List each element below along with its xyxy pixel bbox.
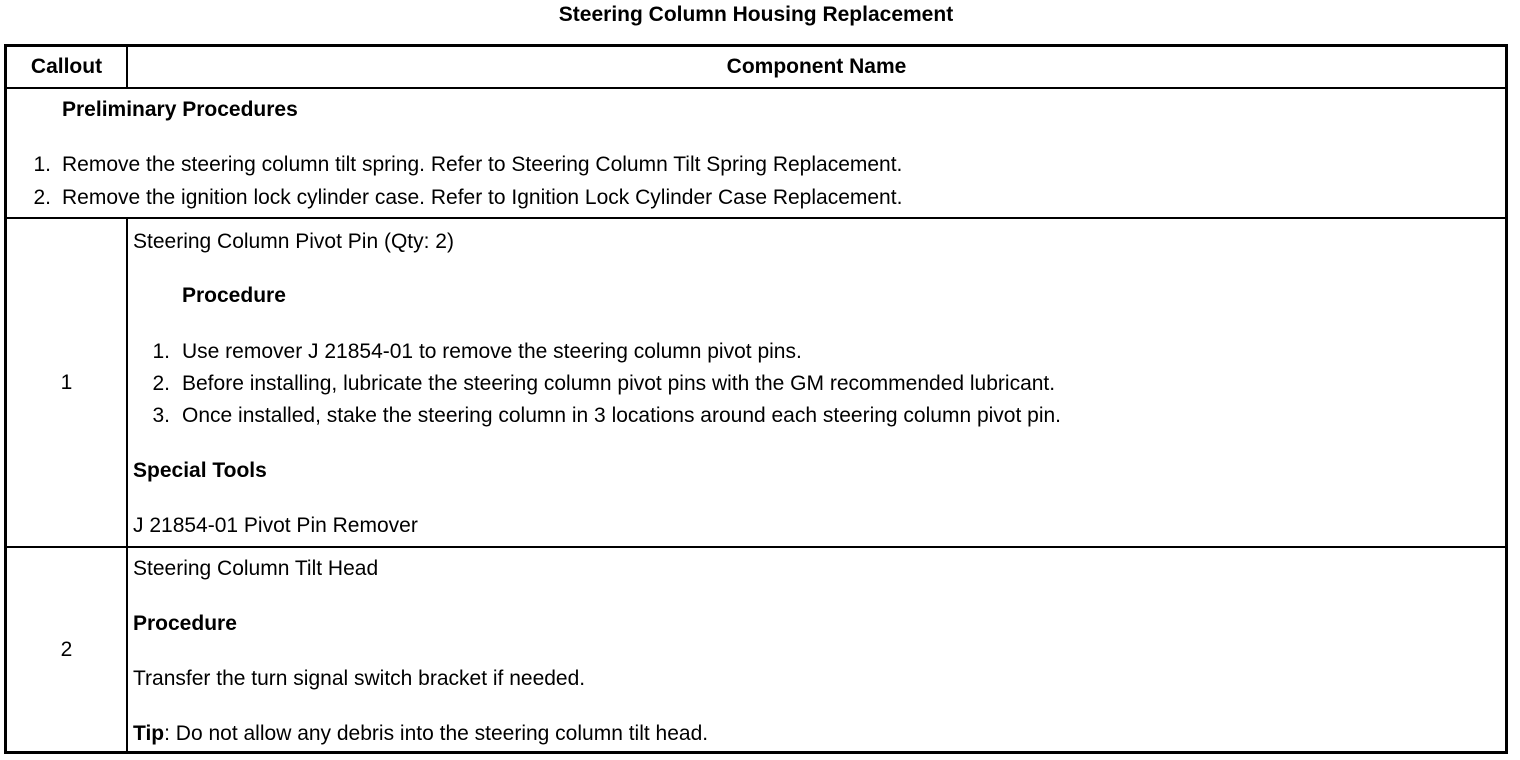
component-name-header: Component Name [726,55,907,78]
table-row [7,219,1505,548]
callout-number: 2 [7,548,128,751]
callout-header: Callout [7,47,128,87]
component-name: Steering Column Pivot Pin (Qty: 2) [133,230,454,253]
procedure-text: Transfer the turn signal switch bracket if needed. [133,667,586,690]
special-tools-text: J 21854-01 Pivot Pin Remover [133,514,418,537]
procedure-step-number: 2. [152,372,170,395]
procedure-step-number: 3. [152,404,170,427]
procedure-step-text: Before installing, lubricate the steering column pivot pins with the GM recommended lubricant. [182,372,1056,395]
procedure-heading: Procedure [182,284,286,307]
tip-note [133,721,708,747]
component-cell [128,219,1505,546]
component-cell [128,548,1505,751]
special-tools-heading: Special Tools [133,459,267,482]
table-row [7,548,1505,751]
procedure-step-number: 1. [152,340,170,363]
preliminary-heading: Preliminary Procedures [62,98,298,121]
preliminary-procedures-row [7,89,1505,219]
tip-text: : Do not allow any debris into the steering column tilt head. [164,722,709,745]
component-name: Steering Column Tilt Head [133,557,379,580]
component-table [4,44,1508,754]
tip-label: Tip [133,722,165,745]
procedure-heading: Procedure [133,612,237,635]
prelim-step-text: Remove the ignition lock cylinder case. Refer to Ignition Lock Cylinder Case Replacement. [62,186,903,209]
document-title: Steering Column Housing Replacement [558,3,954,26]
table-header-row [7,47,1505,89]
prelim-step-number: 2. [33,186,51,209]
prelim-step-number: 1. [33,153,51,176]
prelim-step-text: Remove the steering column tilt spring. Refer to Steering Column Tilt Spring Replacement. [62,153,903,176]
callout-number: 1 [7,219,128,546]
procedure-step-text: Once installed, stake the steering column in 3 locations around each steering column pivot pin. [182,404,1062,427]
procedure-step-text: Use remover J 21854-01 to remove the steering column pivot pins. [182,340,802,363]
